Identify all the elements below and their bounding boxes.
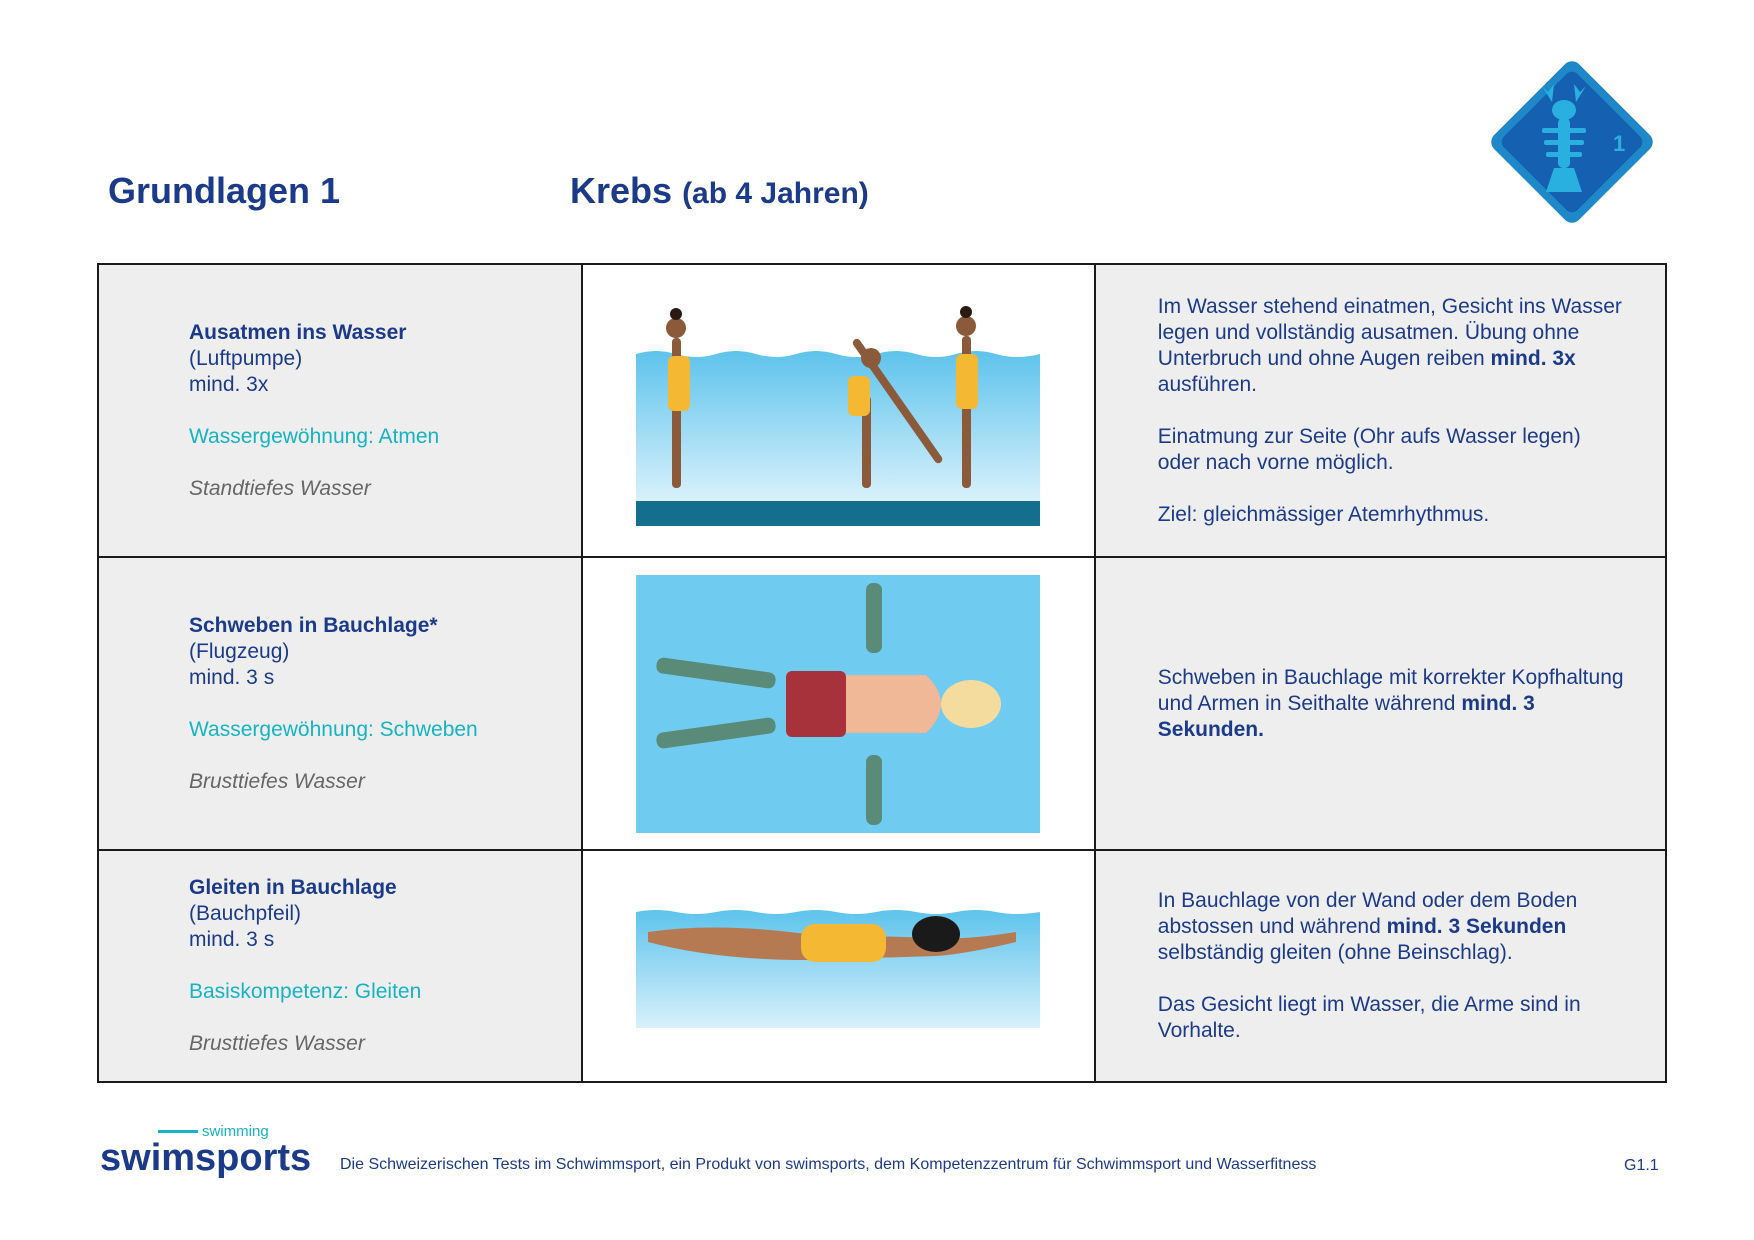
exercise-table [97,263,1667,1083]
exercise-nickname: (Luftpumpe) [189,346,303,370]
badge-number: 1 [1613,131,1626,156]
float-prone-illustration [636,575,1040,833]
exercise-info [98,557,582,850]
table-row [98,557,1666,850]
exercise-requirement: mind. 3 s [189,665,275,689]
section-title: Grundlagen 1 [108,170,341,211]
level-name: Krebs [570,170,673,211]
exercise-info [98,850,582,1082]
glide-prone-illustration [636,904,1040,1028]
level-age: (ab 4 Jahren) [682,177,869,210]
exercise-illustration-cell [582,850,1095,1082]
description-paragraph: Ziel: gleichmässiger Atemrhythmus. [1157,502,1490,526]
exercise-requirement: mind. 3 s [189,928,275,951]
description-paragraph: Das Gesicht liegt im Wasser, die Arme sind in Vorhalte. [1157,993,1581,1042]
exercise-description [1095,850,1666,1082]
exercise-requirement: mind. 3x [189,372,269,396]
exercise-depth: Standtiefes Wasser [189,476,371,500]
exhale-underwater-illustration [636,296,1040,526]
exercise-illustration-cell [582,264,1095,557]
table-row [98,264,1666,557]
footer-text: Die Schweizerischen Tests im Schwimmsport, ein Produkt von swimsports, dem Kompetenzzentrum für Schwimmsport und Wasserfitness [340,1156,1317,1173]
exercise-title: Schweben in Bauchlage* [189,613,438,637]
exercise-title: Gleiten in Bauchlage [189,876,397,899]
exercise-nickname: (Bauchpfeil) [189,902,302,925]
exercise-description [1095,557,1666,850]
exercise-title: Ausatmen ins Wasser [189,320,407,344]
crab-level-badge-icon [1482,52,1662,232]
description-paragraph: In Bauchlage von der Wand oder dem Boden abstossen und während mind. 3 Sekunden selbständig gleiten (ohne Beinschlag). [1157,889,1578,964]
exercise-depth: Brusttiefes Wasser [189,769,365,793]
logo-small-text: swimming [202,1123,269,1140]
description-paragraph: Einatmung zur Seite (Ohr aufs Wasser legen) oder nach vorne möglich. [1157,424,1581,474]
table-row [98,850,1666,1082]
description-paragraph: Schweben in Bauchlage mit korrekter Kopfhaltung und Armen in Seithalte während mind. 3 Sekunden. [1157,665,1624,741]
level-title [570,170,869,212]
page-code: G1.1 [1624,1157,1659,1174]
logo-main-text: swimsports [100,1137,312,1179]
exercise-competence: Basiskompetenz: Gleiten [189,980,422,1003]
swimsports-logo [100,1122,330,1184]
exercise-competence: Wassergewöhnung: Schweben [189,717,478,741]
exercise-nickname: (Flugzeug) [189,639,290,663]
exercise-competence: Wassergewöhnung: Atmen [189,424,440,448]
exercise-illustration-cell [582,557,1095,850]
exercise-description [1095,264,1666,557]
exercise-depth: Brusttiefes Wasser [189,1032,365,1055]
exercise-info [98,264,582,557]
description-paragraph: Im Wasser stehend einatmen, Gesicht ins Wasser legen und vollständig ausatmen. Übung ohne Unterbruch und ohne Augen reiben mind. 3x ausführen. [1157,294,1622,396]
